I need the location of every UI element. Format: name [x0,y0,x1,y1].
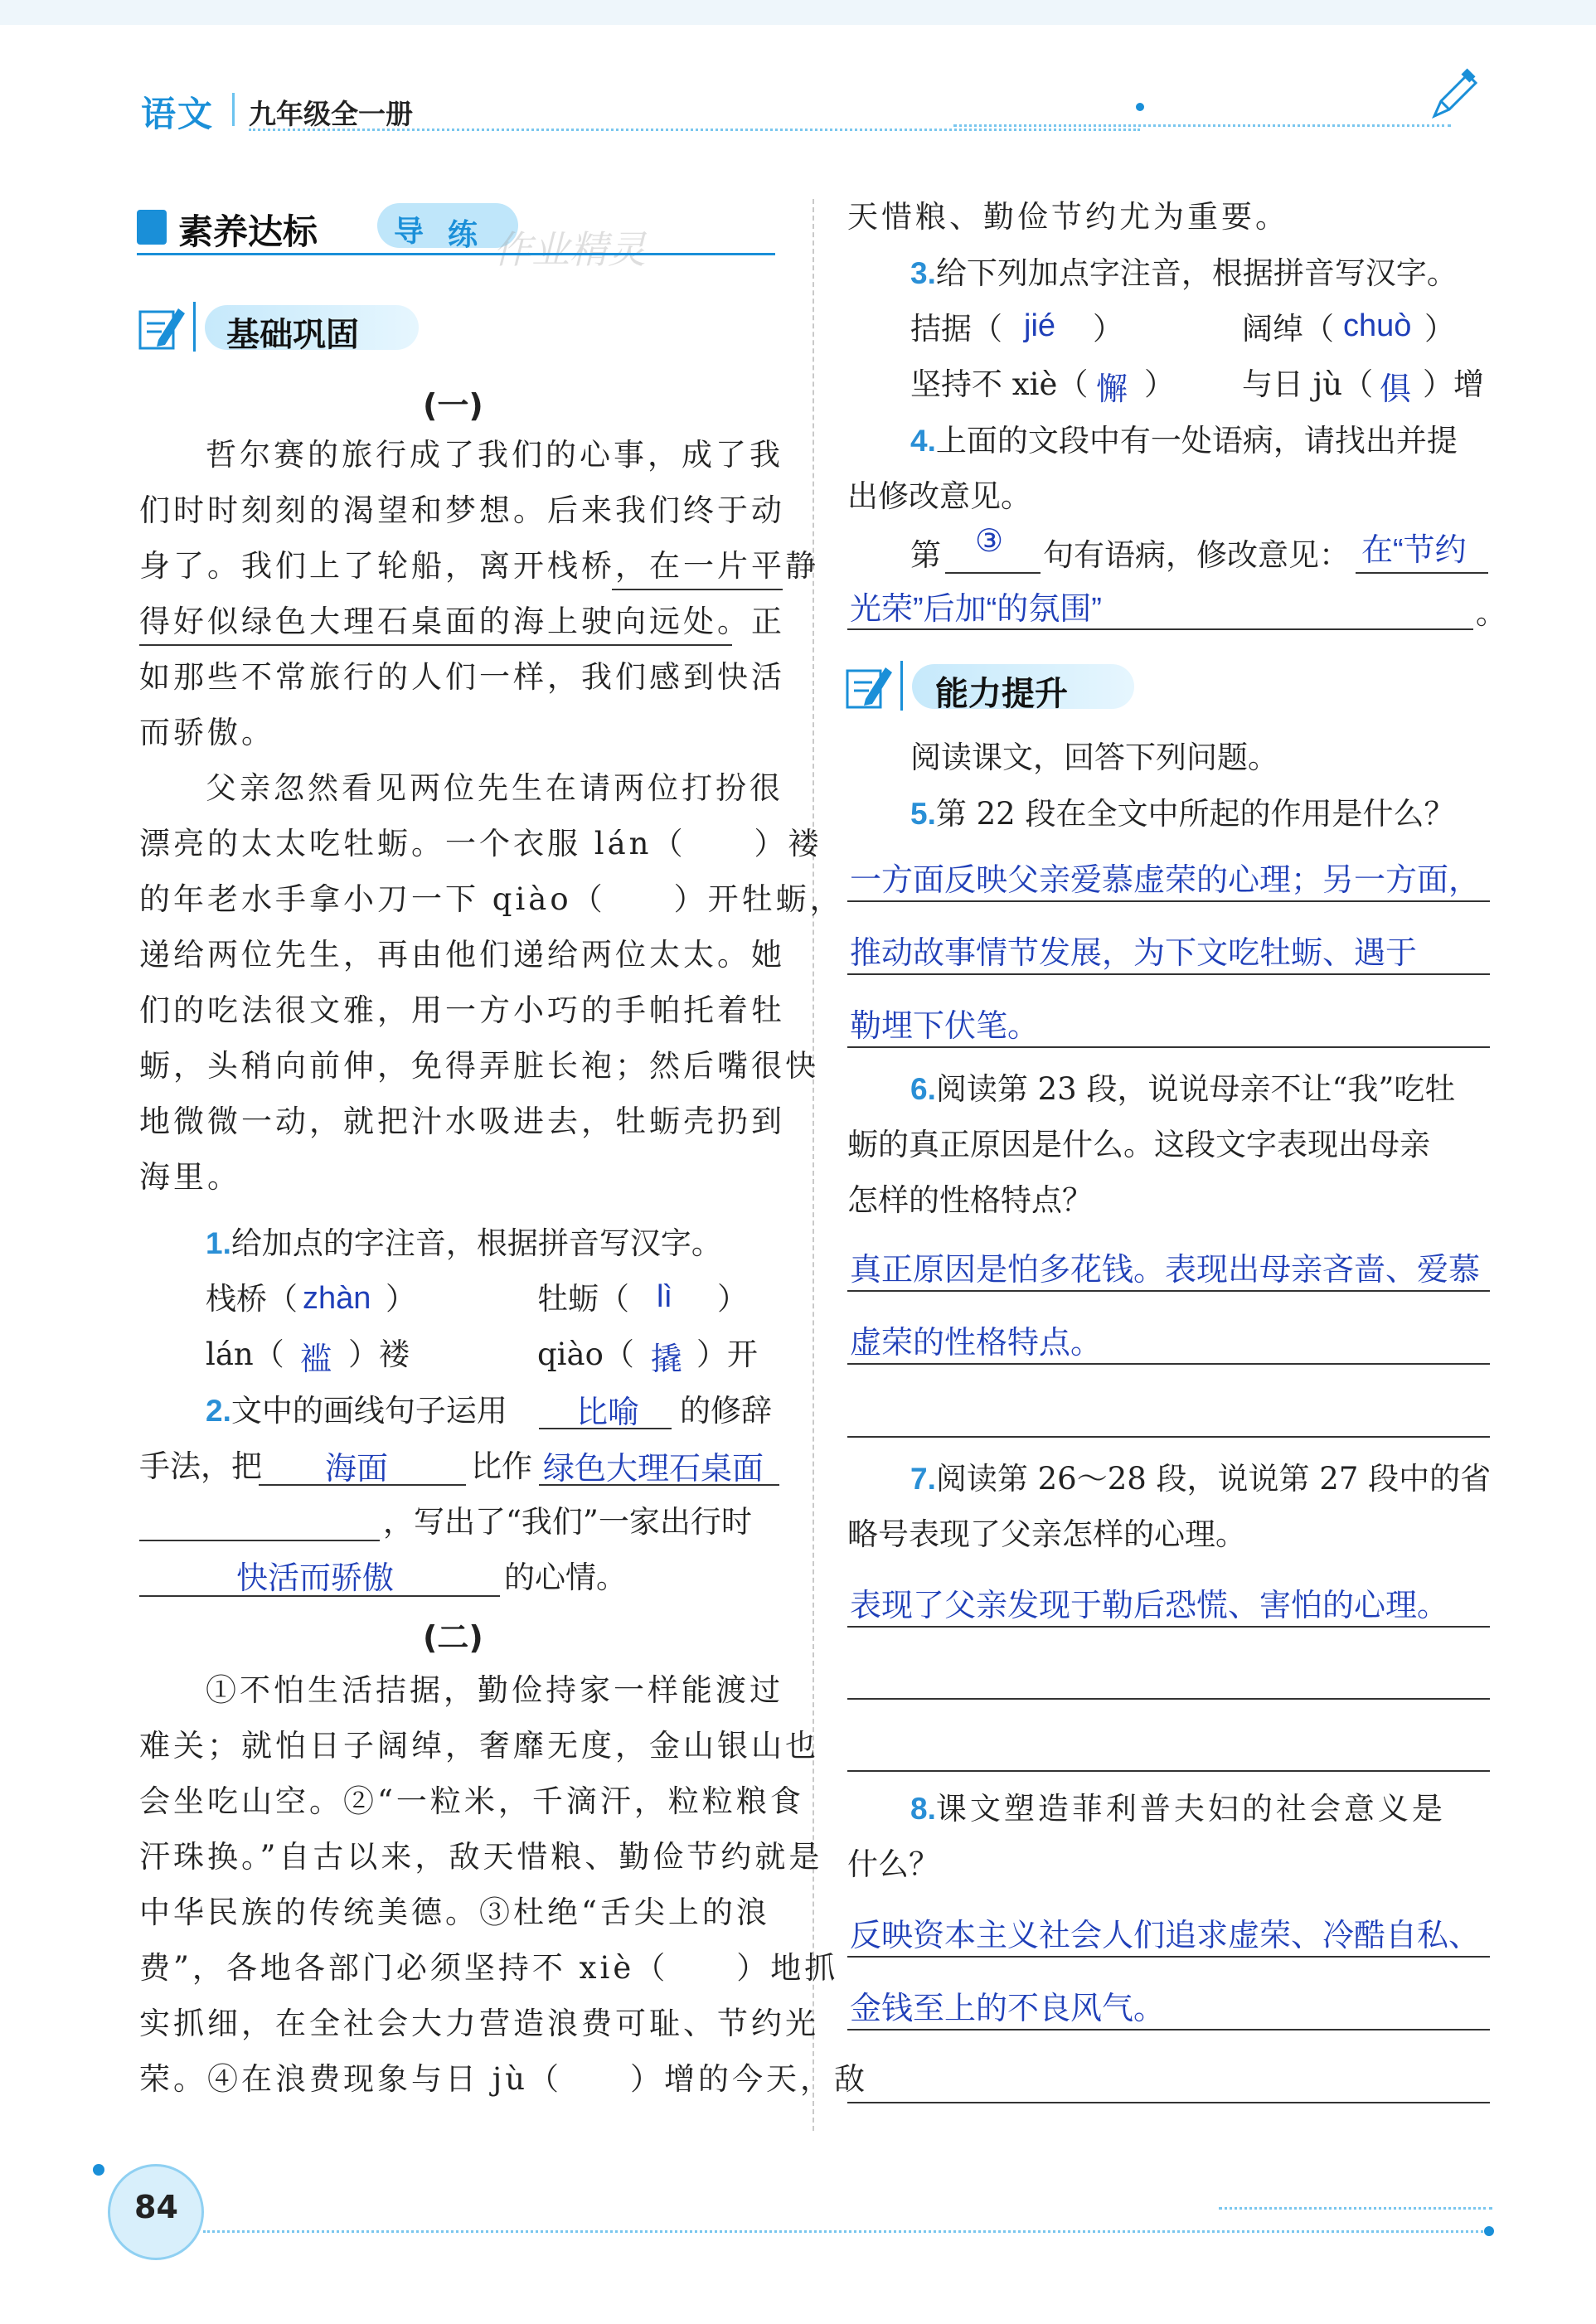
passage-2-line-5: 们的吃法很文雅，用一方小巧的手帕托着牡 [139,992,785,1028]
passage-2-line-7: 地微微一动，就把汁水吸进去，牡蛎壳扔到 [139,1104,785,1139]
q5-line-1 [847,900,1490,902]
q3-d-tail: ）增 [1423,366,1484,402]
q2-blank-3 [539,1484,779,1486]
q6-line-2: 蛎的真正原因是什么。这段文字表现出母亲 [847,1127,1430,1162]
subsection-title: 能力提升 [935,675,1068,713]
q7-line-2: 略号表现了父亲怎样的心理。 [847,1516,1246,1552]
q2-answer-1: 比喻 [576,1395,640,1430]
q8-line-2: 什么？ [847,1846,939,1882]
pencil-icon [1426,66,1484,124]
header-dotted-line-2 [953,124,1451,127]
q7-text-1: 阅读第 26～28 段，说说第 27 段中的省 [935,1461,1492,1497]
q1-d-label: qiào（ [537,1337,634,1372]
q4-blank-1 [945,572,1041,574]
footer-dotted-line [203,2230,1492,2233]
q1-b-label: 牡蛎（ [537,1281,629,1317]
q7-line-c [847,1770,1490,1772]
passage-1-line-2: 们时时刻刻的渴望和梦想。后来我们终于动 [139,492,785,528]
section-banner [137,203,783,272]
footer-dot-left [93,2164,104,2176]
passage-3-line-3: 会坐吃山空。②“一粒米，千滴汗，粒粒粮食 [139,1783,804,1819]
q5-answer-1: 一方面反映父亲爱慕虚荣的心理；另一方面， [850,863,1481,898]
q1-a-close: ） [386,1281,416,1317]
q2-answer-3: 绿色大理石桌面 [543,1452,764,1487]
q6-line-b [847,1363,1490,1365]
q2-text-6: 的心情。 [504,1560,627,1595]
passage-3-continued: 天惜粮、勤俭节约尤为重要。 [847,199,1289,235]
q3 [910,245,1458,301]
q7-line-b [847,1698,1490,1700]
passage-2-line-2: 漂亮的太太吃牡蛎。一个衣服 lán（ ）褛 [139,826,822,861]
q2-line-1 [206,1383,507,1439]
q3-c-answer: 懈 [1096,372,1128,407]
q4-number: 4. [910,424,936,458]
q4-middle: 句有语病，修改意见： [1043,537,1350,573]
q2-text-3: 手法，把 [139,1448,262,1484]
edit-icon [137,303,187,352]
q1-a-answer: zhàn [303,1281,371,1316]
banner-tag-2: 练 [448,218,478,252]
q8-line-a [847,1956,1490,1958]
q1-number: 1. [206,1226,231,1260]
passage-2-line-6: 蛎，头稍向前伸，免得弄脏长袍；然后嘴很快 [139,1048,819,1084]
underline-sentence-a [612,589,783,590]
q7-line-a [847,1626,1490,1628]
q1-a-label: 栈桥（ [206,1281,298,1317]
q5-text: 第 22 段在全文中所起的作用是什么？ [935,796,1455,832]
subsection-bar [900,661,903,711]
q3-text: 给下列加点字注音，根据拼音写汉字。 [935,255,1458,291]
banner-tag-1: 导 [394,215,424,249]
q6-line-1 [910,1061,1455,1117]
q4-answer-2: 光荣”后加“的氛围” [850,592,1102,627]
header-dot-1 [1136,103,1144,111]
passage-2-line-1: 父亲忽然看见两位先生在请两位打扮很 [206,770,783,806]
q1-d-answer: 撬 [651,1342,683,1377]
q3-c-close: ） [1144,366,1175,402]
header-divider [232,93,235,126]
q3-b-label: 阔绰（ [1242,311,1334,347]
passage-1-line-1: 哲尔赛的旅行成了我们的心事，成了我 [206,437,783,473]
q3-b-close: ） [1424,311,1455,347]
passage-2-line-3: 的年老水手拿小刀一下 qiào（ ）开牡蛎， [139,881,844,917]
q8-number: 8. [910,1792,936,1826]
q3-c-label: 坚持不 xiè（ [910,366,1089,402]
q5 [910,786,1454,842]
q3-a-answer: jié [1024,308,1056,343]
banner-underline [137,253,775,255]
q8-line-1 [910,1781,1446,1836]
part2-title: (二) [423,1619,483,1656]
q5-line-2 [847,973,1490,975]
header [0,0,1596,166]
q2-text-2: 的修辞 [680,1393,772,1429]
banner-book-icon [137,210,167,245]
passage-1-line-4: 得好似绿色大理石桌面的海上驶向远处。正 [139,604,785,639]
q6-text-1: 阅读第 23 段，说说母亲不让“我”吃牡 [935,1071,1456,1107]
q1 [206,1215,722,1271]
q5-number: 5. [910,797,936,831]
q4-end: 。 [1476,595,1506,631]
header-dotted-line [249,129,1140,131]
q8-answer-1: 反映资本主义社会人们追求虚荣、冷酷自私、 [850,1919,1481,1953]
q6-answer-2: 虚荣的性格特点。 [850,1326,1103,1361]
q4-line-1 [910,413,1458,468]
passage-2-line-4: 递给两位先生，再由他们递给两位太太。她 [139,937,785,973]
q2-answer-2: 海面 [325,1452,389,1487]
q6-line-c [847,1436,1490,1438]
footer [0,2131,1596,2324]
q4-answer-num: ③ [975,524,1004,559]
reading-intro: 阅读课文，回答下列问题。 [910,740,1278,775]
q2-text-4: 比作 [471,1448,532,1484]
q4-text: 上面的文段中有一处语病，请找出并提 [935,423,1458,458]
q8-line-c [847,2102,1490,2103]
footer-dotted-line-2 [1219,2207,1492,2210]
q2-blank-3b [139,1540,380,1541]
passage-3-line-8: 荣。④在浪费现象与日 jù（ ）增的今天，敌 [139,2061,869,2097]
banner-title: 素养达标 [178,211,318,252]
q6-answer-1: 真正原因是怕多花钱。表现出母亲吝啬、爱慕 [850,1253,1481,1288]
q4-prefix: 第 [910,537,941,573]
q3-a-label: 拮据（ [910,311,1002,347]
passage-1-line-6: 而骄傲。 [139,715,275,750]
subsection-bar [193,302,196,352]
q6-line-3: 怎样的性格特点？ [847,1182,1093,1218]
passage-3-line-5: 中华民族的传统美德。③杜绝“舌尖上的浪 [139,1895,770,1930]
watermark: 作业精灵 [493,227,646,272]
q3-number: 3. [910,256,936,290]
passage-1-line-3: 身了。我们上了轮船，离开栈桥，在一片平静 [139,548,819,584]
passage-2-line-8: 海里。 [139,1159,241,1195]
edit-icon [844,662,894,711]
passage-3-line-2: 难关；就怕日子阔绰，奢靡无度，金山银山也 [139,1728,819,1764]
subsection-advanced [844,659,1142,714]
underline-sentence-b [139,644,732,646]
grade-label: 九年级全一册 [249,98,413,130]
passage-3-line-7: 实抓细，在全社会大力营造浪费可耻、节约光 [139,2006,819,2041]
q1-c-label: lán（ [206,1337,284,1372]
q4-line-2: 出修改意见。 [847,478,1031,514]
passage-3-line-1: ①不怕生活拮据，勤俭持家一样能渡过 [206,1672,783,1708]
q6-line-a [847,1290,1490,1292]
page-number: 84 [134,2189,178,2225]
q2-blank-4 [139,1595,500,1597]
passage-3-line-6: 费”，各地各部门必须坚持不 xiè（ ）地抓 [139,1950,839,1986]
q1-c-tail: ）褛 [348,1337,410,1372]
q1-d-tail: ）开 [696,1337,758,1372]
q1-b-answer: lì [657,1279,672,1314]
part1-title: (一) [423,387,483,424]
subsection-title: 基础巩固 [226,316,359,354]
q1-c-answer: 褴 [300,1342,332,1377]
q3-b-answer: chuò [1343,308,1412,343]
q3-d-answer: 俱 [1380,372,1412,407]
q4-blank-2 [1356,572,1488,574]
q8-line-b [847,2029,1490,2030]
passage-3-line-4: 汗珠换。”自古以来，敌天惜粮、勤俭节约就是 [139,1839,823,1875]
q4-blank-3 [847,628,1473,630]
q7-number: 7. [910,1462,936,1496]
subsection-basic [137,300,427,355]
q2-answer-4: 快活而骄傲 [236,1561,395,1596]
footer-dot-right [1484,2226,1494,2236]
header-bg-band [0,0,1596,25]
passage-1-line-5: 如那些不常旅行的人们一样，我们感到快活 [139,659,785,695]
q4-answer: 在“节约 [1361,533,1467,568]
q3-d-label: 与日 jù（ [1242,366,1374,402]
q5-line-3 [847,1046,1490,1048]
q5-answer-3: 勒埋下伏笔。 [850,1009,1040,1044]
q7-answer-1: 表现了父亲发现于勒后恐慌、害怕的心理。 [850,1589,1449,1623]
q3-a-close: ） [1093,311,1123,347]
q2-number: 2. [206,1394,231,1428]
q5-answer-2: 推动故事情节发展，为下文吃牡蛎、遇于 [850,936,1418,971]
q2-text-5: ，写出了“我们”一家出行时 [383,1504,752,1540]
q1-text: 给加点的字注音，根据拼音写汉字。 [230,1225,722,1261]
q2-text: 文中的画线句子运用 [230,1393,507,1429]
q6-number: 6. [910,1072,936,1106]
q8-answer-2: 金钱至上的不良风气。 [850,1992,1166,2026]
subject-label: 语文 [141,94,215,134]
q8-text-1: 课文塑造菲利普夫妇的社会意义是 [935,1791,1446,1827]
q7-line-1 [910,1451,1491,1506]
q1-b-close: ） [717,1281,748,1317]
